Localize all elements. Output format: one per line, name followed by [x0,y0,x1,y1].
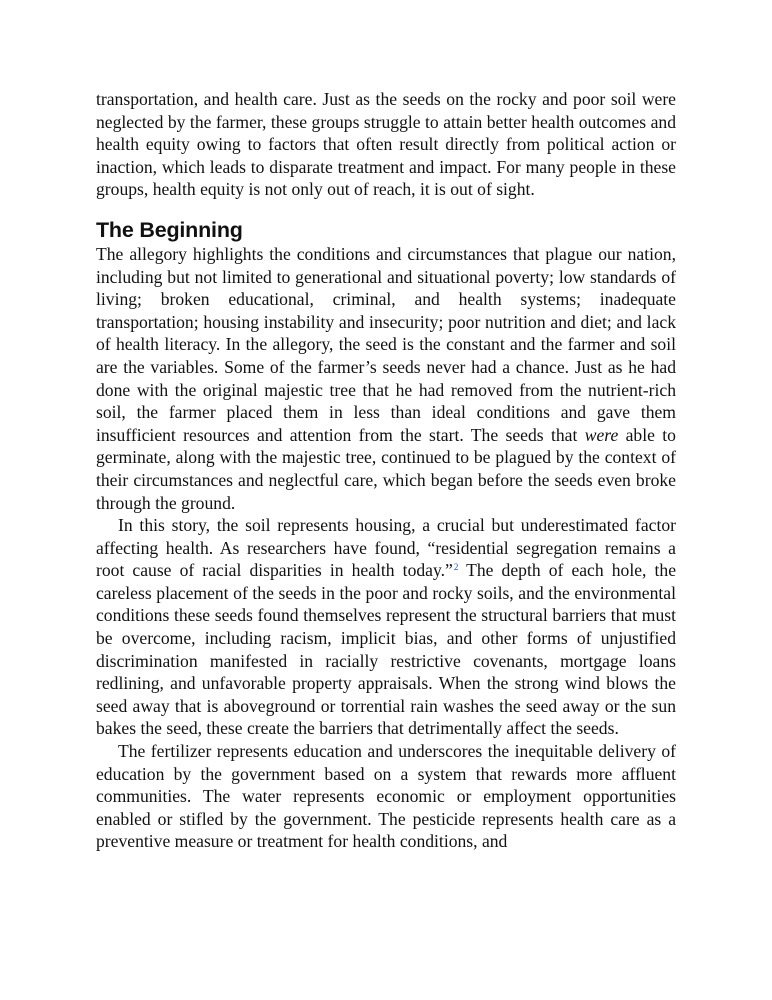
section-heading: The Beginning [96,217,243,242]
footnote-reference[interactable]: 2 [453,562,459,573]
allegory-paragraph [96,243,676,514]
emphasized-word: were [584,424,619,445]
soil-text-end: The depth of each hole, the careless placement of the seeds in the poor and rocky soils, and the environmental conditions these seeds found themselves represent the structural barriers that must be overcome, including racism, implicit bias, and other forms of unjustified discrimination manifested in racially restrictive covenants, mortgage loans redlining, and unfavorable property appraisals. When the strong wind blows the seed away that is aboveground or torrential rain washes the seed away or the sun bakes the seed, these create the barriers that detrimentally affect the seeds. [96,560,677,739]
fertilizer-paragraph: The fertilizer represents education and underscores the inequitable delivery of education by the government based on a system that rewards more affluent communities. The water represents economic or employment opportunities enabled or stifled by the government. The pesticide represents health care as a preventive measure or treatment for health conditions, and [96,741,676,852]
intro-paragraph: transportation, and health care. Just as the seeds on the rocky and poor soil were neglected by the farmer, these groups struggle to attain better health outcomes and health equity owing to factors that often result directly from political action or inaction, which leads to disparate treatment and impact. For many people in these groups, health equity is not only out of reach, it is out of sight. [96,89,676,200]
allegory-text-start: The allegory highlights the conditions and circumstances that plague our nation, including but not limited to generational and situational poverty; low standards of living; broken educational, criminal, and health systems; inadequate transportation; housing instability and insecurity; poor nutrition and diet; and lack of health literacy. In the allegory, the seed is the constant and the farmer and soil are the variables. Some of the farmer’s seeds never had a chance. Just as he had done with the original majestic tree that he had removed from the nutrient-rich soil, the farmer placed them in less than ideal conditions and gave them insufficient resources and attention from the start. The seeds that [96,243,676,445]
soil-text-start: In this story, the soil represents housing, a crucial but underestimated factor affecting health. As researchers have found, “residential segregation remains a root cause of racial disparities in health today.” [96,515,676,581]
allegory-text-end: able to germinate, along with the majestic tree, continued to be plagued by the context of their circumstances and neglectful care, which began before the seeds even broke through the ground. [96,424,676,513]
document-page [96,88,676,853]
soil-paragraph [96,514,676,740]
